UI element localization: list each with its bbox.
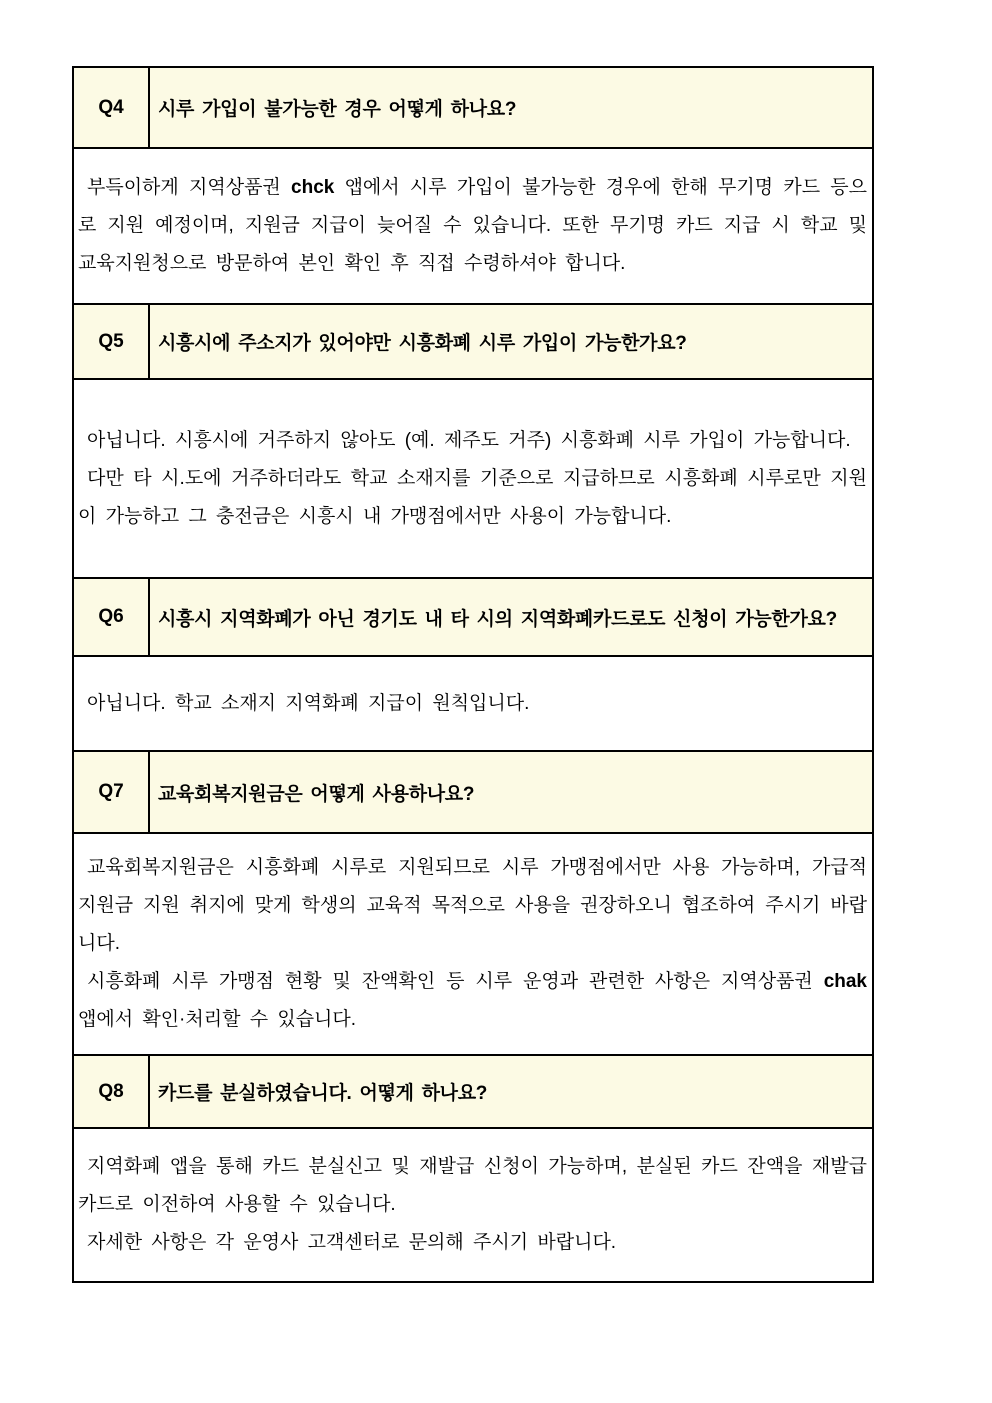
answer-paragraph: [78, 169, 867, 283]
faq-question-row: [73, 1055, 873, 1128]
question-title: 카드를 분실하였습니다. 어떻게 하나요?: [149, 1055, 873, 1128]
answer-text: 부득이하게 지역상품권: [87, 177, 292, 198]
question-title: 교육회복지원금은 어떻게 사용하나요?: [149, 751, 873, 833]
answer-paragraph: [78, 1148, 867, 1224]
answer-text: 시흥화폐 시루 가맹점 현황 및 잔액확인 등 시루 운영과 관련한 사항은 지역상품권: [87, 971, 824, 992]
question-title: 시흥시 지역화폐가 아닌 경기도 내 타 시의 지역화폐카드로도 신청이 가능한가요?: [149, 578, 873, 656]
faq-answer-row: [73, 379, 873, 578]
answer-cell: [73, 656, 873, 751]
answer-cell: [73, 148, 873, 304]
faq-answer-row: [73, 148, 873, 304]
question-number: Q4: [73, 67, 149, 148]
faq-table: [72, 66, 874, 1283]
faq-answer-row: [73, 833, 873, 1055]
faq-question-row: [73, 304, 873, 379]
answer-cell: [73, 379, 873, 578]
answer-paragraph: [78, 1224, 867, 1262]
faq-question-row: [73, 578, 873, 656]
answer-text: 지역화폐 앱을 통해 카드 분실신고 및 재발급 신청이 가능하며, 분실된 카드 잔액을 재발급 카드로 이전하여 사용할 수 있습니다.: [78, 1156, 867, 1215]
faq-answer-row: [73, 1128, 873, 1282]
question-number: Q7: [73, 751, 149, 833]
answer-text: 앱에서 시루 가입이 불가능한 경우에 한해 무기명 카드 등으로 지원 예정이며, 지원금 지급이 늦어질 수 있습니다. 또한 무기명 카드 지급 시 학교 및 교육지원청으로 방문하여 본인 확인 후 직접 수령하셔야 합니다.: [78, 177, 867, 274]
question-number: Q8: [73, 1055, 149, 1128]
answer-text: 아닙니다. 학교 소재지 지역화폐 지급이 원칙입니다.: [87, 692, 530, 714]
answer-text: 앱에서 확인·처리할 수 있습니다.: [78, 1009, 357, 1030]
answer-cell: [73, 1128, 873, 1282]
question-number: Q6: [73, 578, 149, 656]
answer-text: 자세한 사항은 각 운영사 고객센터로 문의해 주시기 바랍니다.: [87, 1232, 617, 1253]
answer-paragraph: [78, 422, 867, 460]
question-title: 시흥시에 주소지가 있어야만 시흥화폐 시루 가입이 가능한가요?: [149, 304, 873, 379]
answer-bold-text: chck: [291, 177, 335, 198]
question-number: Q5: [73, 304, 149, 379]
question-title: 시루 가입이 불가능한 경우 어떻게 하나요?: [149, 67, 873, 148]
faq-question-row: [73, 67, 873, 148]
answer-bold-text: chak: [823, 971, 867, 992]
faq-answer-row: [73, 656, 873, 751]
answer-paragraph: [78, 460, 867, 536]
faq-question-row: [73, 751, 873, 833]
answer-text: 교육회복지원금은 시흥화폐 시루로 지원되므로 시루 가맹점에서만 사용 가능하며, 가급적 지원금 지원 취지에 맞게 학생의 교육적 목적으로 사용을 권장하오니 협조하여 주시기 바랍니다.: [78, 857, 867, 954]
answer-paragraph: [78, 849, 867, 963]
answer-paragraph: [78, 963, 867, 1039]
answer-text: 다만 타 시.도에 거주하더라도 학교 소재지를 기준으로 지급하므로 시흥화폐 시루로만 지원이 가능하고 그 충전금은 시흥시 내 가맹점에서만 사용이 가능합니다.: [78, 467, 867, 527]
answer-text: 아닙니다. 시흥시에 거주하지 않아도 (예. 제주도 거주) 시흥화폐 시루 가입이 가능합니다.: [87, 429, 851, 451]
answer-cell: [73, 833, 873, 1055]
answer-paragraph: [78, 685, 867, 723]
